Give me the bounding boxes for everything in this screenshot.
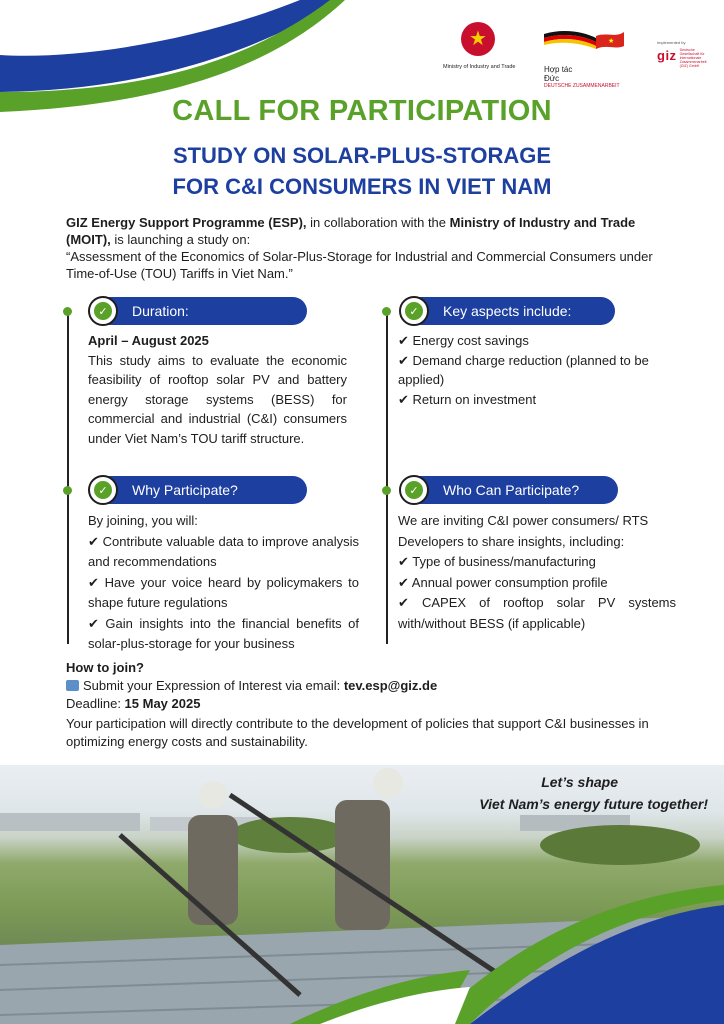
how-to-join xyxy=(66,659,676,751)
list-item: ✔ Contribute valuable data to improve analysis and recommendations xyxy=(88,533,359,569)
who-participate-content xyxy=(398,511,676,634)
list-item: ✔ CAPEX of rooftop solar PV systems with/without BESS (if applicable) xyxy=(398,595,676,631)
moit-logo xyxy=(443,22,516,70)
why-lead: By joining, you will: xyxy=(88,513,198,528)
list-item: ✔ Demand charge reduction (planned to be applied) xyxy=(398,352,649,387)
slogan xyxy=(479,771,708,815)
slogan-line2: Viet Nam’s energy future together! xyxy=(479,796,708,812)
email-inbox-icon xyxy=(66,680,79,691)
closing-paragraph: Your participation will directly contribute to the development of policies that support C&I businesses in optimizing energy costs and sustainability. xyxy=(66,716,649,749)
key-aspects-label: Key aspects include: xyxy=(443,303,572,319)
subtitle-line2: FOR C&I CONSUMERS IN VIET NAM xyxy=(172,174,552,199)
key-aspects-list xyxy=(398,331,670,409)
intro-ministry: Ministry of Industry and Trade (MOIT), xyxy=(66,215,636,247)
why-participate-header xyxy=(89,476,307,504)
german-cooperation-logo xyxy=(544,28,628,89)
check-circle-icon: ✓ xyxy=(399,296,429,326)
who-lead: We are inviting C&I power consumers/ RTS Developers to share insights, including: xyxy=(398,513,649,549)
list-item: ✔ Gain insights into the financial benefits of solar-plus-storage for your business xyxy=(88,615,359,651)
deadline-date: 15 May 2025 xyxy=(124,696,201,711)
left-timeline-dot xyxy=(63,486,72,495)
moit-caption: Ministry of Industry and Trade xyxy=(443,64,516,70)
left-timeline xyxy=(67,311,69,644)
duration-label: Duration: xyxy=(132,303,189,319)
join-heading: How to join? xyxy=(66,660,144,675)
svg-text:★: ★ xyxy=(608,37,615,45)
list-item: ✔ Type of business/manufacturing xyxy=(398,554,596,569)
page-title: CALL FOR PARTICIPATION xyxy=(172,95,552,127)
list-item: ✔ Have your voice heard by policymakers to shape future regulations xyxy=(88,574,359,610)
duration-body: This study aims to evaluate the economic feasibility of rooftop solar PV and battery energy storage systems (BESS) for commercial and industrial (C&I) consumers under Viet Nam’s TOU tariff structure. xyxy=(88,352,347,446)
why-participate-label: Why Participate? xyxy=(132,482,238,498)
intro-quote: “Assessment of the Economics of Solar-Plus-Storage for Industrial and Commercial Consumers under Time-of-Use (TOU) Tariffs in Viet Nam.” xyxy=(66,249,653,281)
vietnam-emblem-icon: ★ xyxy=(461,22,495,56)
cooperation-sub: DEUTSCHE ZUSAMMENARBEIT xyxy=(544,83,620,89)
duration-header xyxy=(89,297,307,325)
giz-implemented-label: Implemented by xyxy=(657,40,686,45)
cooperation-line1: Hợp tác xyxy=(544,65,573,74)
intro-mid: in collaboration with the xyxy=(306,215,450,230)
deadline-line xyxy=(66,695,676,713)
flag-ribbon-icon xyxy=(544,28,628,50)
list-item: ✔ Energy cost savings xyxy=(398,333,529,348)
check-circle-icon: ✓ xyxy=(399,475,429,505)
check-circle-icon: ✓ xyxy=(88,296,118,326)
subtitle-line1: STUDY ON SOLAR-PLUS-STORAGE xyxy=(172,143,552,168)
join-email-link[interactable]: tev.esp@giz.de xyxy=(343,678,438,693)
join-submit-text: Submit your Expression of Interest via email: xyxy=(83,678,344,693)
giz-logo xyxy=(657,40,712,68)
list-item: ✔ Return on investment xyxy=(398,391,537,407)
check-circle-icon: ✓ xyxy=(88,475,118,505)
duration-period: April – August 2025 xyxy=(88,333,209,348)
intro-paragraph xyxy=(66,214,671,282)
join-submit-line xyxy=(66,677,676,695)
right-timeline xyxy=(386,311,388,644)
duration-content xyxy=(88,331,347,448)
cooperation-line2: Đức xyxy=(544,74,560,83)
deadline-label: Deadline: xyxy=(66,696,125,711)
intro-org: GIZ Energy Support Programme (ESP), xyxy=(66,215,307,230)
list-item: ✔ Annual power consumption profile xyxy=(398,574,608,590)
giz-mark: giz xyxy=(657,48,677,63)
intro-tail: is launching a study on: xyxy=(110,232,251,247)
left-timeline-dot xyxy=(63,307,72,316)
giz-fullname: Deutsche Gesellschaft für Internationale Zusammenarbeit (GIZ) GmbH xyxy=(679,48,707,68)
why-participate-content xyxy=(88,511,359,655)
page-subtitle xyxy=(0,140,724,202)
key-aspects-header xyxy=(400,297,615,325)
slogan-line1: Let’s shape xyxy=(541,774,618,790)
who-participate-header xyxy=(400,476,618,504)
right-timeline-dot xyxy=(382,307,391,316)
right-timeline-dot xyxy=(382,486,391,495)
who-participate-label: Who Can Participate? xyxy=(443,482,580,498)
